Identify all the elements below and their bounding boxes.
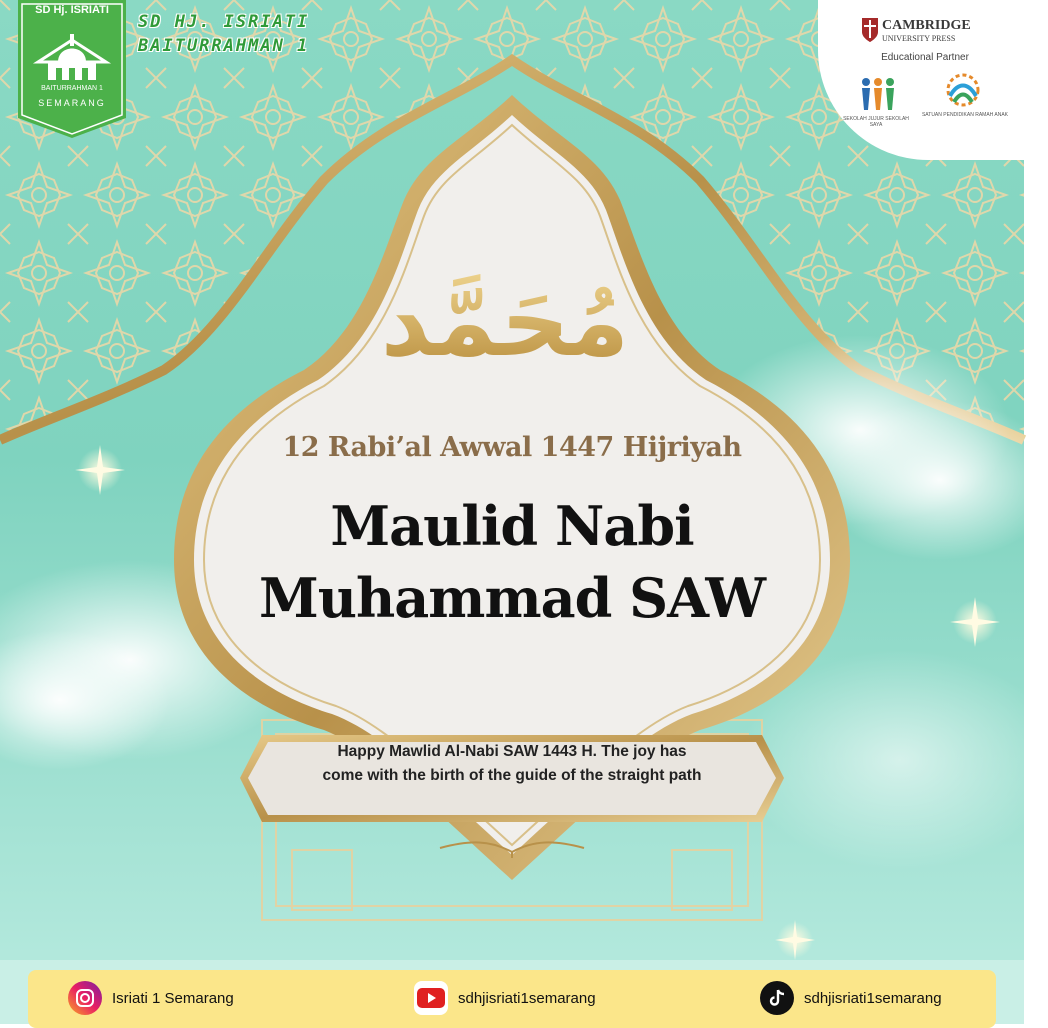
tiktok-link[interactable] <box>760 978 942 1018</box>
youtube-handle: sdhjisriati1semarang <box>458 989 596 1007</box>
title-line1: Maulid Nabi <box>330 494 694 558</box>
calligraphy-text: مُحَمَّد <box>380 266 630 378</box>
main-title <box>200 490 824 634</box>
logo1-caption: SEKOLAH JUJUR SEKOLAH SAYA <box>843 116 909 128</box>
publisher-name: CAMBRIDGE <box>882 18 971 33</box>
school-badge-bottom: SEMARANG <box>38 98 106 108</box>
youtube-link[interactable] <box>414 978 596 1018</box>
publisher-sub: UNIVERSITY PRESS <box>882 34 956 43</box>
school-badge-top: SD Hj. ISRIATI <box>35 4 109 16</box>
muhammad-calligraphy <box>380 230 630 400</box>
caption-line1: Happy Mawlid Al-Nabi SAW 1443 H. The joy has <box>337 743 687 760</box>
caption-line2: come with the birth of the guide of the straight path <box>322 767 702 784</box>
hijri-date: 12 Rabi’al Awwal 1447 Hijriyah <box>282 432 742 463</box>
partner-role: Educational Partner <box>881 52 969 63</box>
tiktok-handle: sdhjisriati1semarang <box>804 989 942 1007</box>
school-logo <box>18 0 126 138</box>
instagram-handle: Isriati 1 Semarang <box>112 989 234 1007</box>
sekolah-jujur-logo-icon <box>856 76 900 114</box>
school-name-line1: SD HJ. ISRIATI <box>138 12 310 32</box>
title-line2: Muhammad SAW <box>259 566 765 630</box>
school-name <box>138 10 309 58</box>
cambridge-shield-icon <box>862 18 878 42</box>
youtube-icon <box>414 981 448 1015</box>
ramah-anak-logo-icon <box>940 72 986 112</box>
tiktok-icon <box>760 981 794 1015</box>
greeting-caption <box>262 740 762 788</box>
school-name-line2: BAITURRAHMAN 1 <box>138 36 310 56</box>
school-badge-mid: BAITURRAHMAN 1 <box>41 85 103 92</box>
instagram-icon <box>68 981 102 1015</box>
logo2-caption: SATUAN PENDIDIKAN RAMAH ANAK <box>921 112 1009 118</box>
instagram-link[interactable] <box>68 978 234 1018</box>
